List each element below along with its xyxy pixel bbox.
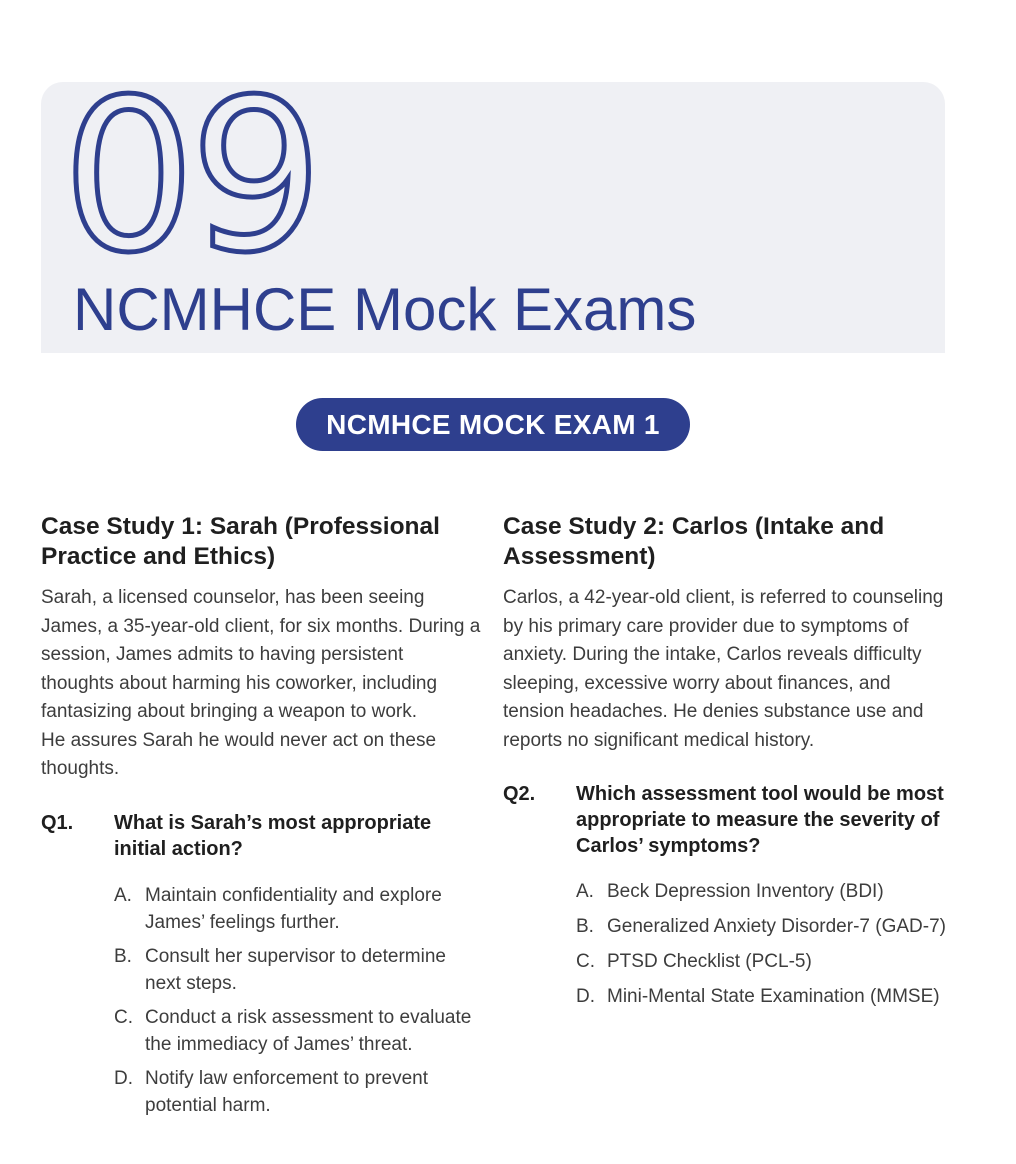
case-paragraph: Sarah, a licensed counselor, has been seeing James, a 35-year-old client, for six months. During a session, James admits to having persistent thoughts about harming his coworker, including fantasizing about bringing a weapon to work. bbox=[41, 587, 481, 722]
question-text: Which assessment tool would be most appropriate to measure the severity of Carlos’ symptoms? bbox=[576, 783, 944, 857]
question-text: What is Sarah’s most appropriate initial action? bbox=[114, 811, 432, 860]
case-study-title: Case Study 1: Sarah (Professional Practice and Ethics) bbox=[41, 513, 440, 570]
option-letter: D. bbox=[114, 1067, 133, 1089]
option-letter: A. bbox=[576, 881, 594, 902]
option-text: Generalized Anxiety Disorder-7 (GAD-7) bbox=[607, 916, 946, 937]
question-number: Q2. bbox=[503, 783, 536, 805]
option-text: Beck Depression Inventory (BDI) bbox=[607, 881, 884, 902]
answer-options bbox=[503, 879, 953, 1010]
case-paragraph: He assures Sarah he would never act on these thoughts. bbox=[41, 729, 437, 779]
exam-title-badge: NCMHCE MOCK EXAM 1 bbox=[296, 398, 690, 451]
option-letter: A. bbox=[114, 884, 132, 906]
answer-option-a[interactable] bbox=[576, 879, 953, 905]
answer-option-b[interactable] bbox=[114, 943, 481, 997]
answer-options bbox=[41, 882, 481, 1119]
answer-option-c[interactable] bbox=[114, 1004, 481, 1058]
case-study-1 bbox=[41, 512, 481, 1126]
answer-option-c[interactable] bbox=[576, 949, 953, 975]
case-paragraph: Carlos, a 42-year-old client, is referred to counseling by his primary care provider due to symptoms of anxiety. During the intake, Carlos reveals difficulty sleeping, excessive worry about finances, and tension headaches. He denies substance use and reports no significant medical history. bbox=[503, 587, 944, 751]
question-number: Q1. bbox=[41, 811, 74, 834]
option-letter: C. bbox=[114, 1006, 133, 1028]
answer-option-b[interactable] bbox=[576, 914, 953, 940]
option-letter: B. bbox=[114, 945, 132, 967]
option-letter: D. bbox=[576, 986, 595, 1007]
option-text: Maintain confidentiality and explore James’ feelings further. bbox=[145, 884, 442, 933]
case-study-2 bbox=[503, 512, 953, 1019]
case-study-body bbox=[503, 584, 953, 755]
case-study-title: Case Study 2: Carlos (Intake and Assessment) bbox=[503, 513, 885, 570]
answer-option-a[interactable] bbox=[114, 882, 481, 936]
option-text: PTSD Checklist (PCL-5) bbox=[607, 951, 812, 972]
case-study-body bbox=[41, 584, 481, 784]
option-text: Consult her supervisor to determine next steps. bbox=[145, 945, 446, 994]
chapter-number: 09 bbox=[62, 54, 318, 299]
question-q2 bbox=[503, 781, 953, 859]
question-q1 bbox=[41, 810, 481, 862]
option-text: Mini-Mental State Examination (MMSE) bbox=[607, 986, 940, 1007]
option-text: Notify law enforcement to prevent potential harm. bbox=[145, 1067, 429, 1116]
option-letter: C. bbox=[576, 951, 595, 972]
answer-option-d[interactable] bbox=[576, 984, 953, 1010]
chapter-title: NCMHCE Mock Exams bbox=[73, 276, 697, 343]
option-letter: B. bbox=[576, 916, 594, 937]
option-text: Conduct a risk assessment to evaluate the immediacy of James’ threat. bbox=[145, 1006, 472, 1055]
answer-option-d[interactable] bbox=[114, 1065, 481, 1119]
